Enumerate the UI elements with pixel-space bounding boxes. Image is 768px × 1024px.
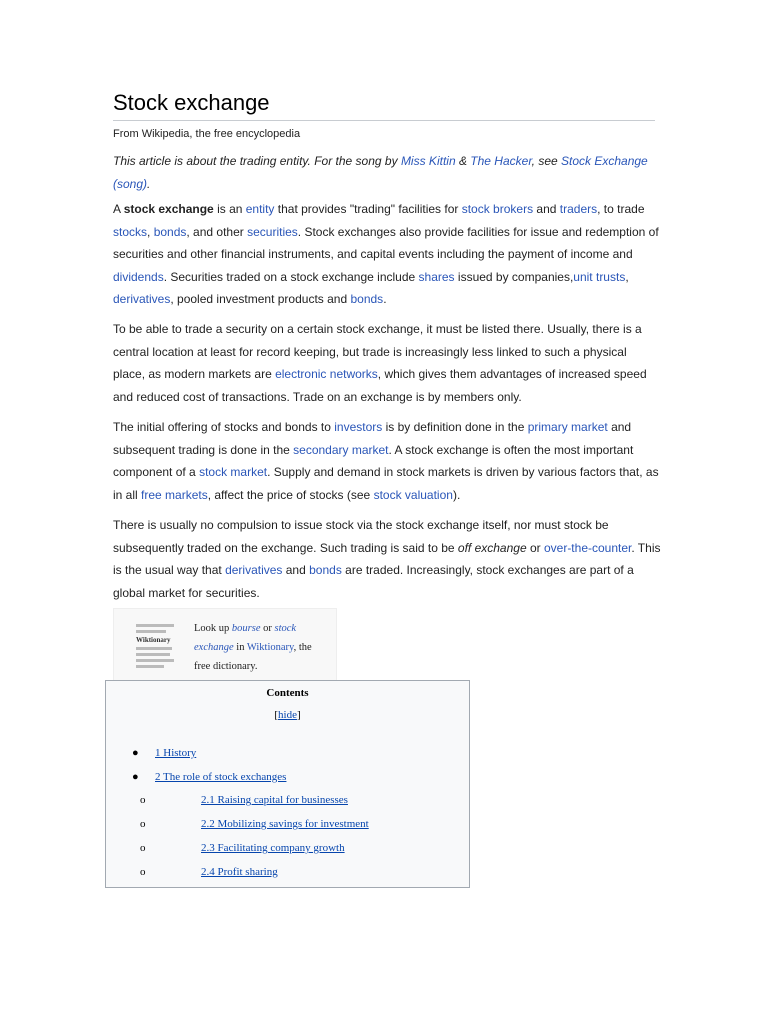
text: is by definition done in the xyxy=(382,420,528,434)
link-bourse[interactable]: bourse xyxy=(231,623,261,634)
term-italic: off exchange xyxy=(457,540,527,555)
bracket: ] xyxy=(296,709,301,721)
link-traders[interactable]: traders xyxy=(559,202,598,216)
link-wiktionary[interactable]: Wiktionary xyxy=(246,642,294,653)
text: The initial offering of stocks and bonds to xyxy=(113,420,335,434)
text: , affect the price of stocks (see xyxy=(207,487,374,502)
text: . Securities traded on a stock exchange include xyxy=(163,269,419,284)
link-unit-trusts[interactable]: unit trusts xyxy=(573,269,626,284)
wiktionary-box xyxy=(113,608,337,682)
text: . Stock exchanges also provide facilities for issue and redemption of securities and other financial instruments, and capital events including the payment of income and xyxy=(113,224,659,261)
link-stocks[interactable]: stocks xyxy=(113,224,148,239)
paragraph-otc xyxy=(113,514,661,604)
text: and subsequent trading is done in the xyxy=(113,420,632,457)
paragraph-markets xyxy=(113,416,661,506)
text: , and other xyxy=(186,224,248,239)
toc-link-company-growth[interactable]: 2.3 Facilitating company growth xyxy=(201,842,345,854)
text: and xyxy=(533,202,560,216)
page-title: Stock exchange xyxy=(113,90,655,121)
text: ). xyxy=(452,487,461,502)
link-bonds[interactable]: bonds xyxy=(309,563,342,577)
text: , the free dictionary. xyxy=(194,642,312,672)
text: A xyxy=(113,202,124,216)
text: that provides "trading" facilities for xyxy=(274,202,462,216)
bullet-icon: ● xyxy=(132,771,139,783)
toc-subitem[interactable] xyxy=(201,866,278,878)
link-the-hacker[interactable]: The Hacker xyxy=(470,154,532,168)
text: . Supply and demand in stock markets is driven by various factors that, as in all xyxy=(113,465,659,502)
text: or xyxy=(260,623,275,634)
link-primary-market[interactable]: primary market xyxy=(527,420,608,434)
toc-title: Contents xyxy=(266,687,309,699)
link-secondary-market[interactable]: secondary market xyxy=(293,442,389,457)
circle-bullet-icon: o xyxy=(140,866,146,878)
text: in xyxy=(233,642,247,653)
link-stock-exchange-song[interactable]: Stock Exchange (song) xyxy=(113,154,648,191)
text: . A stock exchange is often the most important component of a xyxy=(113,442,634,479)
text: Look up xyxy=(194,623,232,634)
paragraph-listing xyxy=(113,318,661,408)
text: There is usually no compulsion to issue stock via the stock exchange itself, nor must stock be subsequently traded on the exchange. Such trading is said to be xyxy=(113,518,609,555)
link-derivatives[interactable]: derivatives xyxy=(225,563,283,577)
hatnote xyxy=(113,150,661,195)
link-free-markets[interactable]: free markets xyxy=(141,487,208,502)
toc-link-profit-sharing[interactable]: 2.4 Profit sharing xyxy=(201,866,278,878)
toc-subitem[interactable] xyxy=(201,794,348,806)
link-stock-valuation[interactable]: stock valuation xyxy=(373,487,453,502)
link-stock-exchange-wikt[interactable]: stock exchange xyxy=(194,623,297,653)
toc-link-raising-capital[interactable]: 2.1 Raising capital for businesses xyxy=(201,794,348,806)
hatnote-text: & xyxy=(455,154,471,168)
toc-link-role[interactable]: 2 The role of stock exchanges xyxy=(155,771,287,783)
link-electronic-networks[interactable]: electronic networks xyxy=(275,367,378,381)
toc-hide-link[interactable]: hide xyxy=(278,709,297,721)
hatnote-text: This article is about the trading entity. For the song by xyxy=(113,154,401,168)
link-investors[interactable]: investors xyxy=(334,420,383,434)
site-subtitle: From Wikipedia, the free encyclopedia xyxy=(113,128,301,140)
toc-link-mobilizing-savings[interactable]: 2.2 Mobilizing savings for investment xyxy=(201,818,369,830)
link-entity[interactable]: entity xyxy=(245,202,275,216)
text: , xyxy=(147,224,154,239)
circle-bullet-icon: o xyxy=(140,842,146,854)
link-over-the-counter[interactable]: over-the-counter xyxy=(543,540,632,555)
toc-subitem[interactable] xyxy=(201,842,345,854)
text: , which gives them advantages of increased speed and reduced cost of transactions. Trade on an exchange is by members only. xyxy=(113,367,647,404)
link-miss-kittin[interactable]: Miss Kittin xyxy=(400,154,456,168)
text: , xyxy=(625,269,629,284)
toc-link-history[interactable]: 1 History xyxy=(155,747,197,759)
hatnote-text: . xyxy=(147,176,151,191)
toc-hide-toggle xyxy=(106,709,469,721)
wiktionary-logo-text: Wiktionary xyxy=(136,636,171,644)
toc-item[interactable] xyxy=(155,771,286,783)
text: or xyxy=(526,540,544,555)
bracket: [ xyxy=(274,709,279,721)
toc-subitem[interactable] xyxy=(201,818,369,830)
link-shares[interactable]: shares xyxy=(418,269,455,284)
link-stock-brokers[interactable]: stock brokers xyxy=(461,202,534,216)
link-securities[interactable]: securities xyxy=(247,224,298,239)
term-bold: stock exchange xyxy=(123,202,214,216)
circle-bullet-icon: o xyxy=(140,794,146,806)
text: and xyxy=(282,563,310,577)
circle-bullet-icon: o xyxy=(140,818,146,830)
link-bonds[interactable]: bonds xyxy=(153,224,187,239)
text: To be able to trade a security on a certain stock exchange, it must be listed there. Usually, there is a central location at least for record keeping, but trade is increasingly less linked to such a physical place, as modern markets are xyxy=(113,322,642,381)
text: issued by companies, xyxy=(454,269,574,284)
link-derivatives[interactable]: derivatives xyxy=(113,292,171,306)
wiktionary-logo xyxy=(136,621,176,665)
toc-item[interactable] xyxy=(155,747,196,759)
paragraph-intro xyxy=(113,198,661,311)
link-dividends[interactable]: dividends xyxy=(113,269,164,284)
text: . This is the usual way that xyxy=(113,540,661,577)
text: , to trade xyxy=(597,202,645,216)
text: . xyxy=(383,292,387,306)
text: are traded. Increasingly, stock exchanges are part of a global market for securities. xyxy=(113,563,634,600)
bullet-icon: ● xyxy=(132,747,139,759)
link-bonds[interactable]: bonds xyxy=(350,292,384,306)
text: is an xyxy=(213,202,246,216)
table-of-contents xyxy=(105,680,470,888)
link-stock-market[interactable]: stock market xyxy=(199,465,268,479)
wiktionary-text xyxy=(194,619,329,676)
text: , pooled investment products and xyxy=(170,292,351,306)
hatnote-text: , see xyxy=(531,154,562,168)
